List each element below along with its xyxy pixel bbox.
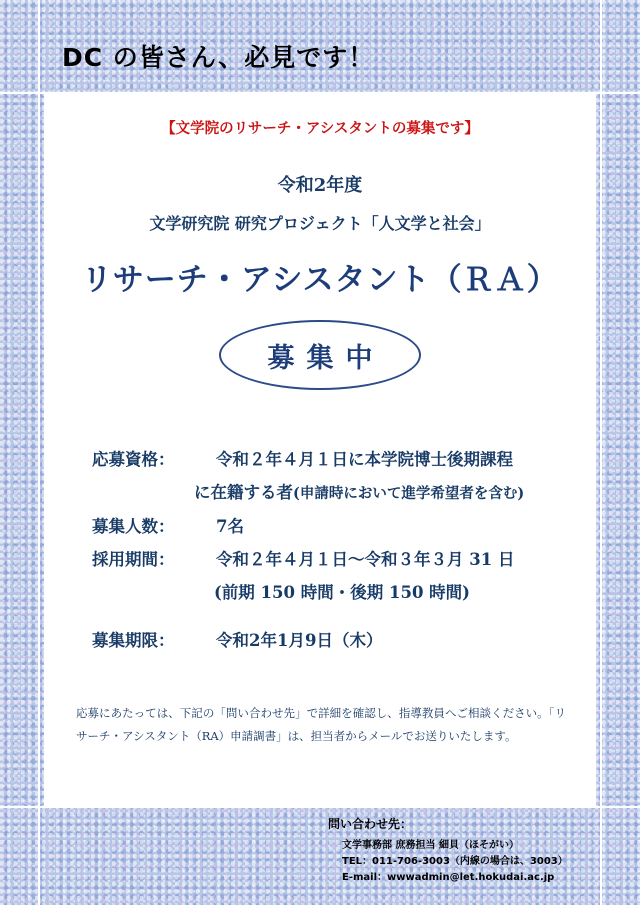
recruiting-badge-text: 募集中 [267,342,385,374]
fiscal-year: 令和2年度 [277,175,363,196]
notice-heading: 【文学院のリサーチ・アシスタントの募集です】 [161,120,479,137]
project-name: 文学研究院 研究プロジェクト「人文学と社会」 [149,214,491,233]
eligibility-value: 令和２年４月１日に本学院博士後期課程 [216,450,513,469]
frame-vertical-left [38,0,40,905]
recruiting-badge [219,320,421,390]
eligibility-row [92,446,513,470]
period-value: 令和２年４月１日～令和３年３月 31 日 [216,550,515,569]
contact-tel: TEL：011-706-3003（内線の場合は、3003） [342,856,568,867]
eligibility-note: (申請時において進学希望者を含む) [293,485,525,502]
deadline-value: 令和2年1月9日（木） [216,631,383,650]
contact-email[interactable]: E-mail：wwwadmin@let.hokudai.ac.jp [342,872,555,883]
eligibility-value-2: に在籍する者 [194,483,293,502]
contact-office: 文学事務部 庶務担当 細貝（ほそがい） [342,840,519,851]
frame-vertical-right [600,0,602,905]
count-row [92,513,244,537]
count-label: 募集人数： [92,517,175,536]
page-title: DC の皆さん、必見です！ [62,43,375,72]
main-title: リサーチ・アシスタント（ＲＡ） [81,262,559,298]
eligibility-label: 応募資格： [92,450,175,469]
deadline-row [92,627,382,651]
eligibility-continuation [194,479,524,503]
period-row [92,546,514,570]
deadline-label: 募集期限： [92,631,175,650]
body-paragraph: 応募にあたっては、下記の「問い合わせ先」で詳細を確認し、指導教員へご相談ください。「リサーチ・アシスタント（RA）申請調書」は、担当者からメールでお送りいたします。 [76,706,566,743]
flyer-panel [44,94,596,806]
frame-horizontal-bottom [0,806,640,808]
contact-heading: 問い合わせ先： [328,817,413,831]
period-note: (前期 150 時間・後期 150 時間) [214,583,470,602]
period-label: 採用期間： [92,550,175,569]
count-value: 7名 [216,517,244,536]
